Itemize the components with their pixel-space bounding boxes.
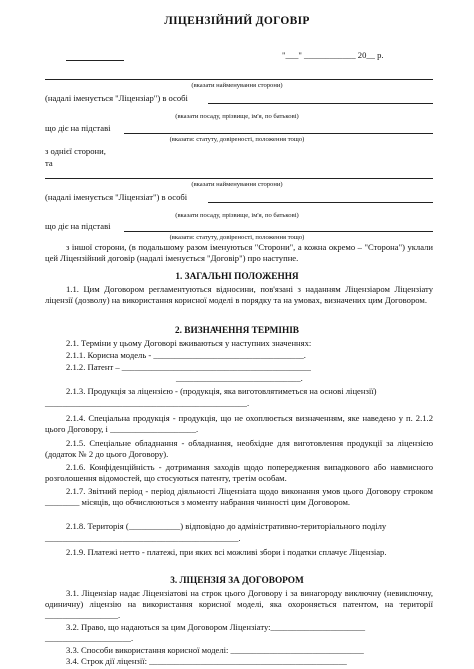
party1-name-caption: (вказати найменування сторони) xyxy=(191,82,283,89)
clause-2-1-3: 2.1.3. Продукція за ліцензією - (продукція, яка виготовлятиметься на основі ліцензії) xyxy=(66,386,377,396)
party2-basis-caption: (вказати: статуту, довіреності, положення тощо) xyxy=(169,234,305,241)
and-text: та xyxy=(45,158,53,168)
section2-heading: 2. ВИЗНАЧЕННЯ ТЕРМІНІВ xyxy=(174,326,300,336)
party2-name-caption: (вказати найменування сторони) xyxy=(191,181,283,188)
party2-basis-blank xyxy=(124,231,433,232)
party1-acting-label: що діє на підставі xyxy=(45,123,111,133)
party1-position-caption: (вказати посаду, прізвище, ім'я, по батькові) xyxy=(175,113,299,120)
clause-2-1-2-continued: _____________________________. xyxy=(176,373,303,383)
clause-2-1-6: 2.1.6. Конфіденційність - дотримання заходів щодо попередження випадкового або навмисного розголошення відомостей, що стосуються патенту, третім особам. xyxy=(45,462,433,483)
clause-3-3: 3.3. Способи використання корисної моделі: _______________________________ xyxy=(66,645,364,655)
clause-2-1-1: 2.1.1. Корисна модель - ___________________________________. xyxy=(66,350,306,360)
clause-1-1: 1.1. Цим Договором регламентуються відносини, пов'язані з наданням Ліцензіаром Ліцензіату ліцензії (дозволу) на використання корисної моделі в порядку та на умовах, визначених цим Договором. xyxy=(45,284,433,305)
clause-3-4: 3.4. Строк дії ліцензії: ______________________________________________ xyxy=(66,656,347,666)
party1-side-text: з однієї сторони, xyxy=(45,146,106,156)
party2-acting-label: що діє на підставі xyxy=(45,221,111,231)
clause-2-1: 2.1. Терміни у цьому Договорі вживаються у наступних значеннях: xyxy=(66,338,312,348)
party1-representative-blank xyxy=(208,103,433,104)
party2-position-caption: (вказати посаду, прізвище, ім'я, по батькові) xyxy=(175,212,299,219)
clause-2-1-8-continued: _____________________________________________. xyxy=(45,533,241,543)
party1-basis-caption: (вказати: статуту, довіреності, положення тощо) xyxy=(169,136,305,143)
clause-3-2-continued: ____________________. xyxy=(45,633,134,643)
clause-2-1-2: 2.1.2. Патент – ____________________________________________ xyxy=(66,362,311,372)
party1-basis-blank xyxy=(124,133,433,134)
section1-heading: 1. ЗАГАЛЬНІ ПОЛОЖЕННЯ xyxy=(175,272,299,282)
clause-2-1-9: 2.1.9. Платежі нетто - платежі, при яких всі можливі збори і податки сплачує Ліцензіар. xyxy=(66,547,387,557)
clause-2-1-4: 2.1.4. Спеціальна продукція - продукція, що не охоплюється визначенням, яке наведено у п. 2.1.2 цього Договору, і ____________________. xyxy=(45,413,433,434)
document-title: ЛІЦЕНЗІЙНИЙ ДОГОВІР xyxy=(164,15,310,27)
date-line: "___" ____________ 20__ р. xyxy=(282,50,384,60)
clause-2-1-8: 2.1.8. Територія (____________) відповідно до адміністративно-територіального поділу xyxy=(66,521,387,531)
party2-representative-blank xyxy=(208,202,433,203)
section3-heading: 3. ЛІЦЕНЗІЯ ЗА ДОГОВОРОМ xyxy=(170,576,304,586)
party2-licensee-label: (надалі іменується "Ліцензіат") в особі xyxy=(45,192,188,202)
clause-3-2: 3.2. Право, що надаються за цим Договором Ліцензіату:______________________ xyxy=(66,622,366,632)
party1-name-blank xyxy=(45,79,433,80)
clause-2-1-3-continued: _______________________________________________. xyxy=(45,398,250,408)
party2-name-blank xyxy=(45,178,433,179)
party1-licensor-label: (надалі іменується "Ліцензіар") в особі xyxy=(45,93,188,103)
intro-paragraph: з іншої сторони, (в подальшому разом іменуються "Сторони", а кожна окремо – "Сторона") уклали цей Ліцензійний договір (надалі іменується "Договір") про наступне. xyxy=(45,242,433,263)
clause-2-1-5: 2.1.5. Спеціальне обладнання - обладнання, необхідне для виготовлення продукції за ліцензією (додаток № 2 до цього Договору). xyxy=(45,438,433,459)
clause-2-1-7: 2.1.7. Звітний період - період діяльності Ліцензіата щодо виконання умов цього Договору строком ________ місяців, що обчислюються з моменту набрання чинності цим Договором. xyxy=(45,486,433,507)
clause-3-1: 3.1. Ліцензіар надає Ліцензіатові на строк цього Договору і за винагороду виключну (невиключну, одиничну) ліцензію на використання корисної моделі, яка охороняється патентом, на території _________________. xyxy=(45,588,433,620)
place-blank xyxy=(66,60,124,61)
